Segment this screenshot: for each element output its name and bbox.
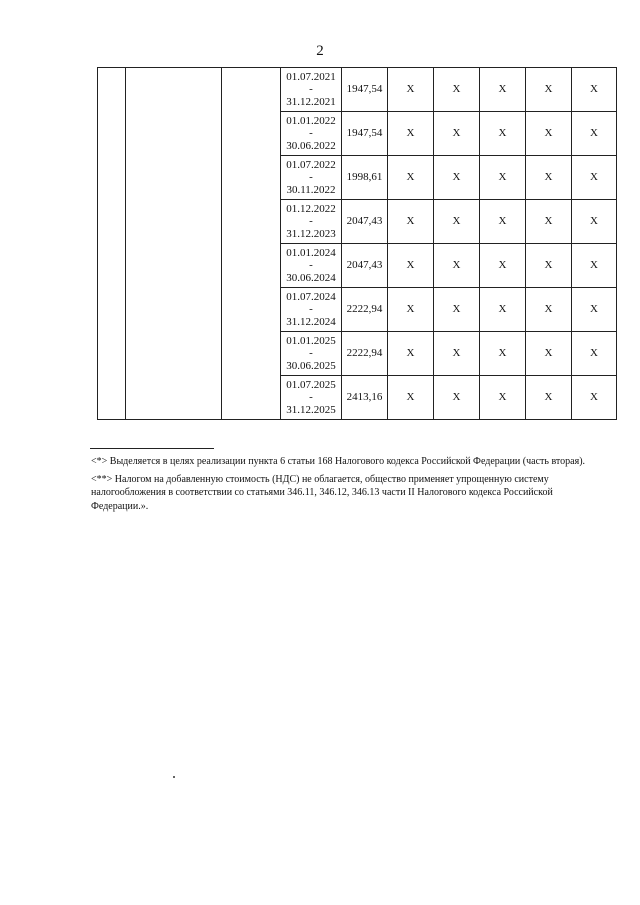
mark-cell: X [434, 244, 480, 288]
mark-cell: X [480, 288, 526, 332]
period-separator: - [309, 259, 313, 272]
period-separator: - [309, 303, 313, 316]
mark-cell: X [526, 332, 572, 376]
mark-cell: X [526, 244, 572, 288]
mark-cell: X [434, 200, 480, 244]
period-separator: - [309, 347, 313, 360]
mark-cell: X [572, 332, 617, 376]
merged-column-2 [126, 68, 222, 420]
period-start: 01.07.2021 [286, 70, 336, 83]
mark-cell: X [572, 156, 617, 200]
period-separator: - [309, 171, 313, 184]
tariff-value: 2047,43 [342, 200, 388, 244]
page-number: 2 [316, 43, 324, 59]
footnote-vat-exemption: <**> Налогом на добавленную стоимость (НДС) не облагается, общество применяет упрощенную систему налогообложения в соответствии со статьями 346.11, 346.12, 346.13 части II Налогового кодекса Российской Федерации.». [91, 473, 553, 512]
mark-cell: X [388, 376, 434, 420]
period-separator: - [309, 391, 313, 404]
mark-cell: X [526, 200, 572, 244]
mark-cell: X [526, 376, 572, 420]
mark-cell: X [526, 68, 572, 112]
period-end: 30.06.2024 [286, 271, 336, 284]
mark-cell: X [572, 376, 617, 420]
mark-cell: X [572, 288, 617, 332]
period-start: 01.12.2022 [286, 202, 336, 215]
period-cell [281, 332, 342, 376]
period-end: 30.11.2022 [286, 183, 336, 196]
mark-cell: X [480, 376, 526, 420]
period-end: 30.06.2025 [286, 359, 336, 372]
mark-cell: X [480, 244, 526, 288]
scan-speck [173, 776, 175, 778]
mark-cell: X [434, 288, 480, 332]
period-cell [281, 112, 342, 156]
period-cell [281, 156, 342, 200]
period-end: 31.12.2025 [286, 403, 336, 416]
tariff-value: 1947,54 [342, 112, 388, 156]
period-cell [281, 68, 342, 112]
period-start: 01.01.2024 [286, 246, 336, 259]
period-end: 30.06.2022 [286, 139, 336, 152]
mark-cell: X [572, 68, 617, 112]
mark-cell: X [434, 332, 480, 376]
period-start: 01.07.2024 [286, 290, 336, 303]
period-end: 31.12.2024 [286, 315, 336, 328]
period-separator: - [309, 83, 313, 96]
tariff-table [97, 67, 617, 420]
period-start: 01.01.2025 [286, 334, 336, 347]
tariff-value: 2222,94 [342, 332, 388, 376]
tariff-value: 2047,43 [342, 244, 388, 288]
mark-cell: X [388, 112, 434, 156]
period-end: 31.12.2023 [286, 227, 336, 240]
mark-cell: X [388, 288, 434, 332]
tariff-value: 2222,94 [342, 288, 388, 332]
table-row [98, 68, 617, 112]
tariff-value: 1998,61 [342, 156, 388, 200]
mark-cell: X [480, 112, 526, 156]
mark-cell: X [480, 332, 526, 376]
mark-cell: X [388, 156, 434, 200]
period-separator: - [309, 127, 313, 140]
footnote-vat-allocation: <*> Выделяется в целях реализации пункта 6 статьи 168 Налогового кодекса Российской Федерации (часть вторая). [91, 456, 586, 467]
mark-cell: X [434, 112, 480, 156]
merged-column-1 [98, 68, 126, 420]
mark-cell: X [434, 376, 480, 420]
period-start: 01.07.2025 [286, 378, 336, 391]
mark-cell: X [388, 332, 434, 376]
mark-cell: X [434, 68, 480, 112]
tariff-value: 2413,16 [342, 376, 388, 420]
period-separator: - [309, 215, 313, 228]
mark-cell: X [572, 200, 617, 244]
mark-cell: X [388, 200, 434, 244]
mark-cell: X [480, 200, 526, 244]
period-end: 31.12.2021 [286, 95, 336, 108]
period-cell [281, 288, 342, 332]
mark-cell: X [480, 156, 526, 200]
merged-column-3 [222, 68, 281, 420]
tariff-value: 1947,54 [342, 68, 388, 112]
footnotes [91, 455, 603, 517]
mark-cell: X [434, 156, 480, 200]
period-cell [281, 376, 342, 420]
mark-cell: X [572, 244, 617, 288]
mark-cell: X [526, 288, 572, 332]
period-start: 01.07.2022 [286, 158, 336, 171]
table-body [98, 68, 617, 420]
period-cell [281, 200, 342, 244]
footnote-separator [90, 448, 214, 449]
mark-cell: X [526, 112, 572, 156]
period-cell [281, 244, 342, 288]
mark-cell: X [480, 68, 526, 112]
mark-cell: X [526, 156, 572, 200]
mark-cell: X [388, 244, 434, 288]
period-start: 01.01.2022 [286, 114, 336, 127]
mark-cell: X [572, 112, 617, 156]
mark-cell: X [388, 68, 434, 112]
